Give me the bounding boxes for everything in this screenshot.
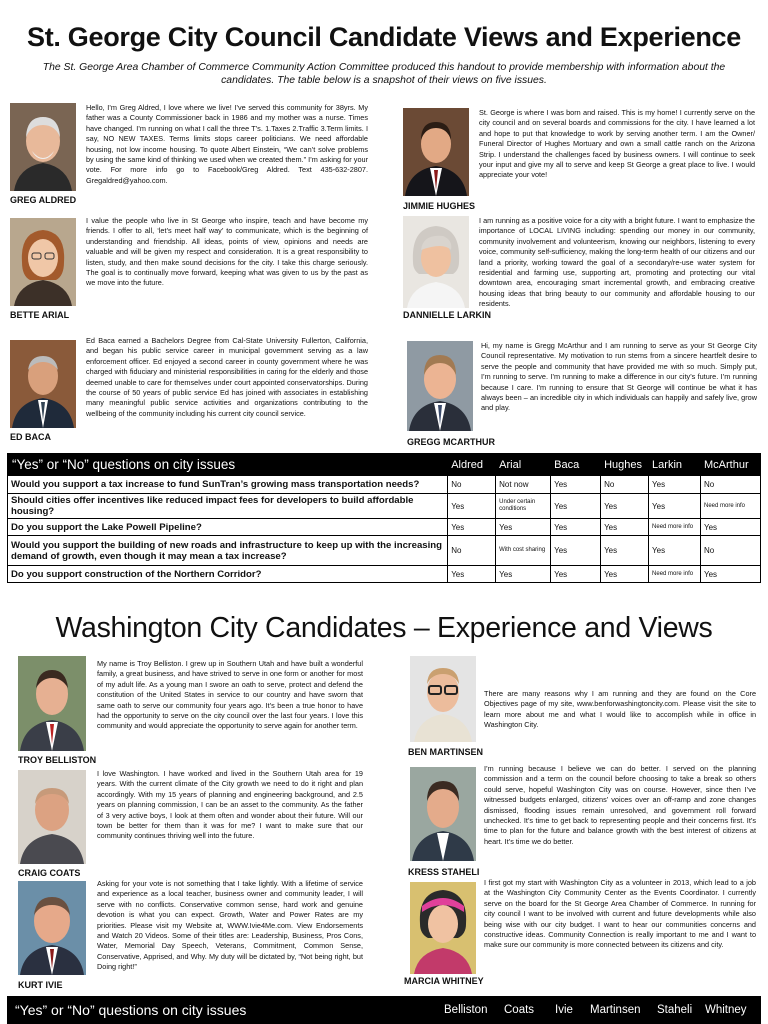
answer-cell: Not now [496, 476, 551, 494]
candidate-name-belliston: TROY BELLISTON [18, 755, 97, 765]
answer-cell: Yes [701, 566, 761, 583]
answer-cell: Need more info [649, 566, 701, 583]
portrait-baca [10, 340, 76, 428]
column-header: Larkin [649, 454, 701, 476]
answer-cell: Yes [601, 519, 649, 536]
portrait-staheli [410, 767, 476, 861]
portrait-arial [10, 218, 76, 306]
column-header: McArthur [701, 454, 761, 476]
question-cell: Do you support construction of the Northern Corridor? [8, 566, 448, 583]
candidate-name-aldred: GREG ALDRED [10, 195, 77, 205]
table-row [8, 494, 761, 519]
answer-cell: Yes [649, 476, 701, 494]
column-header: Arial [496, 454, 551, 476]
candidate-bio-martinsen: There are many reasons why I am running and they are found on the Core Objectives page of my site, www.benforwashingtoncity.com. Please visit the site to learn more about me and what I would like to accomplish while in office in Washington City. [484, 689, 756, 730]
column-header: Hughes [601, 454, 649, 476]
answer-cell: No [601, 476, 649, 494]
candidate-name-larkin: DANNIELLE LARKIN [403, 310, 491, 320]
portrait-belliston [18, 656, 86, 751]
candidate-name-mcarthur: GREGG MCARTHUR [407, 437, 495, 447]
answer-cell: Yes [448, 494, 496, 519]
answer-cell: Yes [551, 476, 601, 494]
answer-cell: Yes [496, 519, 551, 536]
portrait-mcarthur [407, 341, 473, 431]
table-row [8, 476, 761, 494]
candidate-name-martinsen: BEN MARTINSEN [408, 747, 484, 757]
candidate-name-baca: ED BACA [10, 432, 52, 442]
section-title: Washington City Candidates – Experience and Views [55, 612, 713, 644]
column-header: Aldred [448, 454, 496, 476]
candidate-bio-belliston: My name is Troy Belliston. I grew up in Southern Utah and have built a wonderful family, a great business, and have strived to serve in one form or another for most of my adult life. As a young man I swore an oath to serve, protect and defend the constitution of the United States in service to our country and have sworn that same oath to serve our community four years ago. It’s been a true honor to have had the opportunity to serve on the city council over the last four years. I love this community and would appreciate the opportunity to serve again for another term. [97, 659, 363, 731]
issues-table [7, 453, 761, 583]
candidate-bio-ivie: Asking for your vote is not something that I take lightly. With a lifetime of service and experience as a local teacher, business owner and community leader, I will serve with no conflicts. Conservative common sense, hard work and genuine devotion is what you can expect. Growth, Water and Power Rates are my priorities. Please visit my Website at, WWW.Ivie4Me.com. View Endorsements and Watch 20 Videos. Some of their titles are: Leadership, Business, Pros Cons, Water, Memorial Day Speech, Veterans, Commitment, Common Sense, Conservative, Apprised, and Why. My duty will be dictated by, “Not being right, but Doing right!” [97, 879, 363, 972]
candidate-bio-larkin: I am running as a positive voice for a city with a bright future. I want to emphasize the importance of LOCAL LIVING including: spending our money in our community, community involvement and volunteerism, knowing our neighbors, listening to every voice, community self-sufficiency, making the long-term health of our citizens and our land a priority, working toward the goal of a secondary/re-use water system for residential and farming use, supporting art, promoting and protecting our vital downtown area, encouraging smart incremental growth, and embracing creative housing ideas that bring beauty to our community and affordable housing to our residents. [479, 216, 755, 309]
candidate-name-whitney: MARCIA WHITNEY [404, 976, 484, 986]
candidate-name-hughes: JIMMIE HUGHES [403, 201, 476, 211]
answer-cell: Under certain conditions [496, 494, 551, 519]
page-title: St. George City Council Candidate Views and Experience [26, 22, 741, 52]
answer-cell: Need more info [701, 494, 761, 519]
portrait-ivie [18, 881, 86, 975]
candidate-bio-staheli: I’m running because I believe we can do better. I served on the planning commission and a term on the council before choosing to take a break so others could serve, hopeful Washington City was on course. However, since then I’ve witnessed budgets enlarged, citizens’ voices over an off-ramp and zone changes dismissed, flooding issues remain unresolved, and government roll forward unchecked. It’s time to get back to representing people and their concerns first. It’s time to plan for the future and balance growth with the best interest of citizens at heart. It’s time we do better. [484, 764, 756, 846]
table-heading: “Yes” or “No” questions on city issues [15, 1002, 247, 1018]
table-row [8, 536, 761, 566]
portrait-larkin [403, 216, 469, 308]
answer-cell: Yes [601, 536, 649, 566]
candidate-bio-hughes: St. George is where I was born and raised. This is my home! I currently serve on the city council and on several boards and commissions for the city. I have learned a lot and hope to put that knowledge to work by serving another term. I am the Owner/ Funeral Director of Hughes Mortuary and own a small cattle ranch on the Arizona Strip. I understand the challenges faced by business owners. I will continue to seek your input and give my all to serve and keep St George a great place to live. I would appreciate your vote! [479, 108, 755, 180]
answer-cell: With cost sharing [496, 536, 551, 566]
candidate-bio-whitney: I first got my start with Washington City as a volunteer in 2013, which lead to a job at the Washington City Community Center as the Events Coordinator. I currently serve on the board for the St George Area Chamber of Commerce. In running for city council I want to be involved with current and future developments while also being wise with our city budget. I want to hear our communities concerns and constructive ideas. Community Connection is really important to me and I want to make sure our community is more connected between its citizens and city. [484, 878, 756, 950]
column-header: Martinsen [590, 1004, 641, 1016]
portrait-whitney [410, 882, 476, 974]
question-cell: Do you support the Lake Powell Pipeline? [8, 519, 448, 536]
candidate-bio-baca: Ed Baca earned a Bachelors Degree from Cal-State University Fullerton, California, and began his public service career in municipal government serving as a law enforcement officer. Ed enjoyed a second career in county government where he was charged with fiduciary and ministerial responsibilities in caring for the elderly and those deemed unable to care for themselves under court appointed conservatorships. During the course of 50 years of public service Ed has joined with associates in establishing many meaningful public service activities and organizations contributing to the wellbeing of the community including his current city council service. [86, 336, 368, 418]
answer-cell: Yes [701, 519, 761, 536]
answer-cell: Yes [551, 494, 601, 519]
column-header: Baca [551, 454, 601, 476]
table-heading: “Yes” or “No” questions on city issues [8, 454, 448, 476]
candidate-bio-mcarthur: Hi, my name is Gregg McArthur and I am running to serve as your St George City Council representative. My motivation to run stems from a sincere heartfelt desire to serve the people and community that have provided me with so much. Simply put, I’m running to serve. I’m running to make a difference in our city’s future. I’m running because I care. I’m running to ensure that St George will continue be what it has always been – an incredible city in which individuals can happily and safely live, grow and play. [481, 341, 757, 413]
column-header: Staheli [657, 1004, 693, 1016]
table-header-row [8, 454, 761, 476]
table-row [8, 566, 761, 583]
answer-cell: Yes [601, 566, 649, 583]
answer-cell: No [448, 536, 496, 566]
answer-cell: Need more info [649, 519, 701, 536]
candidate-name-ivie: KURT IVIE [18, 980, 63, 990]
question-cell: Would you support a tax increase to fund SunTran’s growing mass transportation needs? [8, 476, 448, 494]
answer-cell: Yes [649, 536, 701, 566]
answer-cell: No [701, 536, 761, 566]
answer-cell: Yes [649, 494, 701, 519]
column-header: Belliston [444, 1004, 488, 1016]
candidate-bio-aldred: Hello, I’m Greg Aldred, I love where we live! I’ve served this community for 38yrs. My father was a County Commissioner back in 1986 and my mother was a nurse. Times have changed. I’m running on what I call the three T’s. 1.Taxes 2.Traffic 3.Term limits. I say, NO NEW TAXES. Terms limits stops career politicians. We need affordable housing, not low income housing. To quote Albert Einstein, “We can’t solve problems by using the same kind of thinking we used when we created them.” I’m asking for your vote. For more info go to Facebook/Greg Aldred. Text 435-632-2807. Gregaldred@yahoo.com. [86, 103, 368, 185]
column-header: Whitney [705, 1004, 747, 1016]
answer-cell: Yes [601, 494, 649, 519]
candidate-bio-arial: I value the people who live in St George who inspire, teach and have become my friends. I offer to all, ‘let’s meet half way’ to communicate, which is the beginning of understanding and friendship. All ideas, points of view, opinions and needs are valuable and will be given my respect and consideration. It is a great responsibility to listen, study, and then make sound decisions for the city. I take this charge seriously. The goal is to continually move forward, keeping what was given to us by the past as we move into the future. [86, 216, 368, 288]
candidate-name-coats: CRAIG COATS [18, 868, 81, 878]
answer-cell: No [701, 476, 761, 494]
candidate-name-arial: BETTE ARIAL [10, 310, 70, 320]
answer-cell: No [448, 476, 496, 494]
portrait-hughes [403, 108, 469, 196]
washington-table-header [7, 996, 761, 1024]
answer-cell: Yes [551, 536, 601, 566]
intro-text: The St. George Area Chamber of Commerce Community Action Committee produced this handout to provide membership with information about the candidates. The table below is a snapshot of their views on five issues. [42, 62, 726, 86]
candidate-bio-coats: I love Washington. I have worked and lived in the Southern Utah area for 19 years. With the current climate of the City growth we need to do it right and plan accordingly. With my 15 years of planning and engineering background, and 2.5 years on planning commission, I can be an asset to the community. As the father of 3 very active boys, I look at them often and wonder about their future. Will our town be better for them than it was for me? I want to make sure that our community continues thriving well into the future. [97, 769, 363, 841]
answer-cell: Yes [496, 566, 551, 583]
answer-cell: Yes [551, 519, 601, 536]
question-cell: Would you support the building of new roads and infrastructure to keep up with the increasing demand of growth, even though it may mean a tax increase? [8, 536, 448, 566]
portrait-aldred [10, 103, 76, 191]
question-cell: Should cities offer incentives like reduced impact fees for developers to build affordable housing? [8, 494, 448, 519]
column-header: Ivie [555, 1004, 573, 1016]
column-header: Coats [504, 1004, 535, 1016]
table-row [8, 519, 761, 536]
candidate-name-staheli: KRESS STAHELI [408, 867, 480, 877]
answer-cell: Yes [551, 566, 601, 583]
answer-cell: Yes [448, 566, 496, 583]
portrait-coats [18, 770, 86, 864]
answer-cell: Yes [448, 519, 496, 536]
portrait-martinsen [410, 656, 476, 742]
